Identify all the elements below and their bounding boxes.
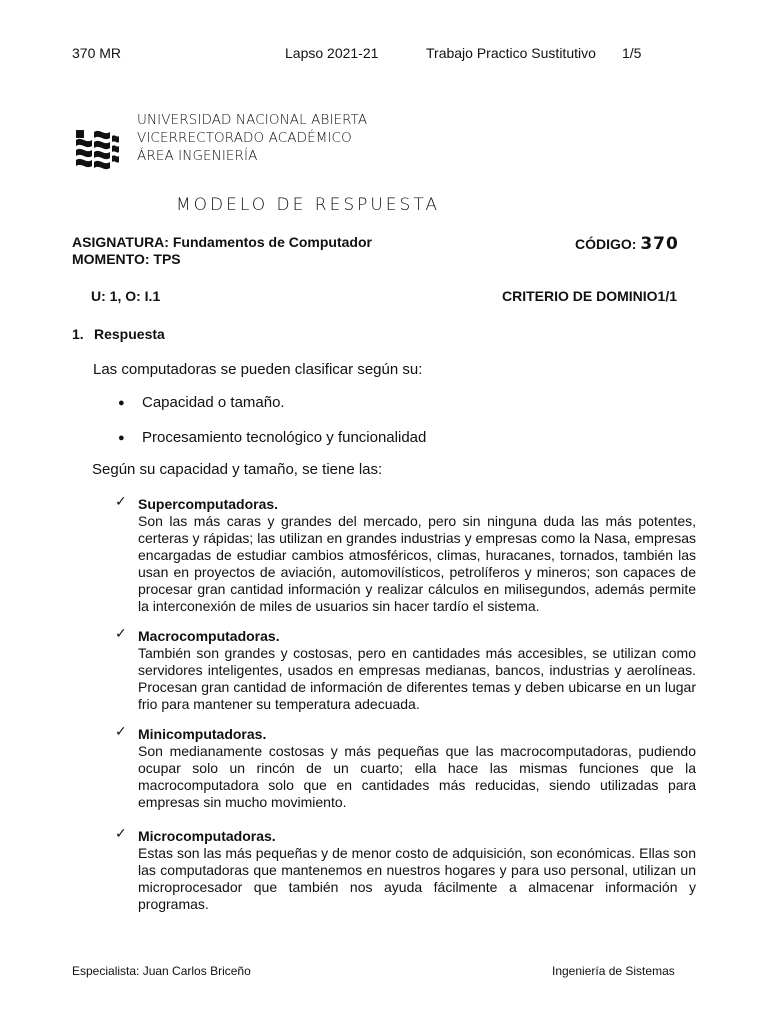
- unidad-objetivo: U: 1, O: I.1: [91, 288, 161, 304]
- section-number: 1.: [72, 326, 84, 342]
- bullet-item: Capacidad o tamaño.: [142, 394, 285, 411]
- checkmark-icon: ✓: [115, 494, 127, 510]
- codigo-label-text: CÓDIGO:: [575, 236, 637, 252]
- asignatura-label: ASIGNATURA: Fundamentos de Computador: [72, 234, 372, 250]
- type-description: También son grandes y costosas, pero en cantidades más accesibles, se utilizan como servidores inteligentes, usados en empresas medianas, bancos, industrias y aerolíneas. Procesan gran cantidad de información de diferentes temas y deben ubicarse en un lugar frio para mantener su temperatura adecuada.: [138, 645, 696, 712]
- type-title: Microcomputadoras.: [138, 828, 276, 844]
- header-code: 370 MR: [72, 45, 122, 61]
- checkmark-icon: ✓: [115, 724, 127, 740]
- type-description: Son las más caras y grandes del mercado, pero sin ninguna duda las más potentes, certeras y rápidas; las utilizan en grandes industrias y empresas como la Nasa, empresas encargadas de estudiar cambios atmosféricos, climas, huracanes, tornados, también las usan en proyectos de aviación, automovilísticos, petrolíferos y mineros; son capaces de procesar gran cantidad información y realizar cálculos en milisegundos, además permite la interconexión de miles de usuarios sin hacer tardío el sistema.: [138, 513, 696, 614]
- university-name: UNIVERSIDAD NACIONAL ABIERTA: [137, 112, 368, 128]
- university-logo: [72, 126, 122, 176]
- subintro-text: Según su capacidad y tamaño, se tiene las:: [92, 461, 383, 478]
- criterio-dominio: CRITERIO DE DOMINIO1/1: [502, 288, 678, 304]
- header-lapso: Lapso 2021-21: [285, 45, 379, 61]
- type-title: Macrocomputadoras.: [138, 628, 280, 644]
- type-description: Estas son las más pequeñas y de menor costo de adquisición, son económicas. Ellas son las computadoras que mantenemos en nuestros hogares y para uso personal, utilizan un microprocesador que también nos ayuda fácilmente a almacenar información y programas.: [138, 845, 696, 912]
- codigo-value: 370: [640, 234, 679, 254]
- university-vicerrectorado: VICERRECTORADO ACADÉMICO: [137, 130, 352, 146]
- header-page-number: 1/5: [622, 45, 642, 61]
- university-area: ÁREA INGENIERÍA: [137, 148, 258, 164]
- footer-especialista: Especialista: Juan Carlos Briceño: [72, 964, 251, 978]
- codigo-label: [575, 234, 679, 254]
- bullet-dot-icon: ●: [118, 432, 125, 444]
- bullet-item: Procesamiento tecnológico y funcionalidad: [142, 429, 427, 446]
- intro-text: Las computadoras se pueden clasificar según su:: [93, 361, 423, 378]
- type-title: Supercomputadoras.: [138, 496, 279, 512]
- bullet-dot-icon: ●: [118, 397, 125, 409]
- header-trabajo: Trabajo Practico Sustitutivo: [426, 45, 596, 61]
- type-title: Minicomputadoras.: [138, 726, 267, 742]
- checkmark-icon: ✓: [115, 626, 127, 642]
- section-title: Respuesta: [94, 326, 165, 342]
- checkmark-icon: ✓: [115, 826, 127, 842]
- footer-carrera: Ingeniería de Sistemas: [552, 964, 675, 978]
- type-description: Son medianamente costosas y más pequeñas que las macrocomputadoras, pudiendo ocupar solo un rincón de un cuarto; ella hace las mismas funciones que la macrocomputadora solo que en cantidades más reducidas, siendo utilizadas para empresas sin mucho movimiento.: [138, 743, 696, 810]
- document-title: MODELO DE RESPUESTA: [176, 195, 441, 215]
- momento-label: MOMENTO: TPS: [72, 251, 181, 267]
